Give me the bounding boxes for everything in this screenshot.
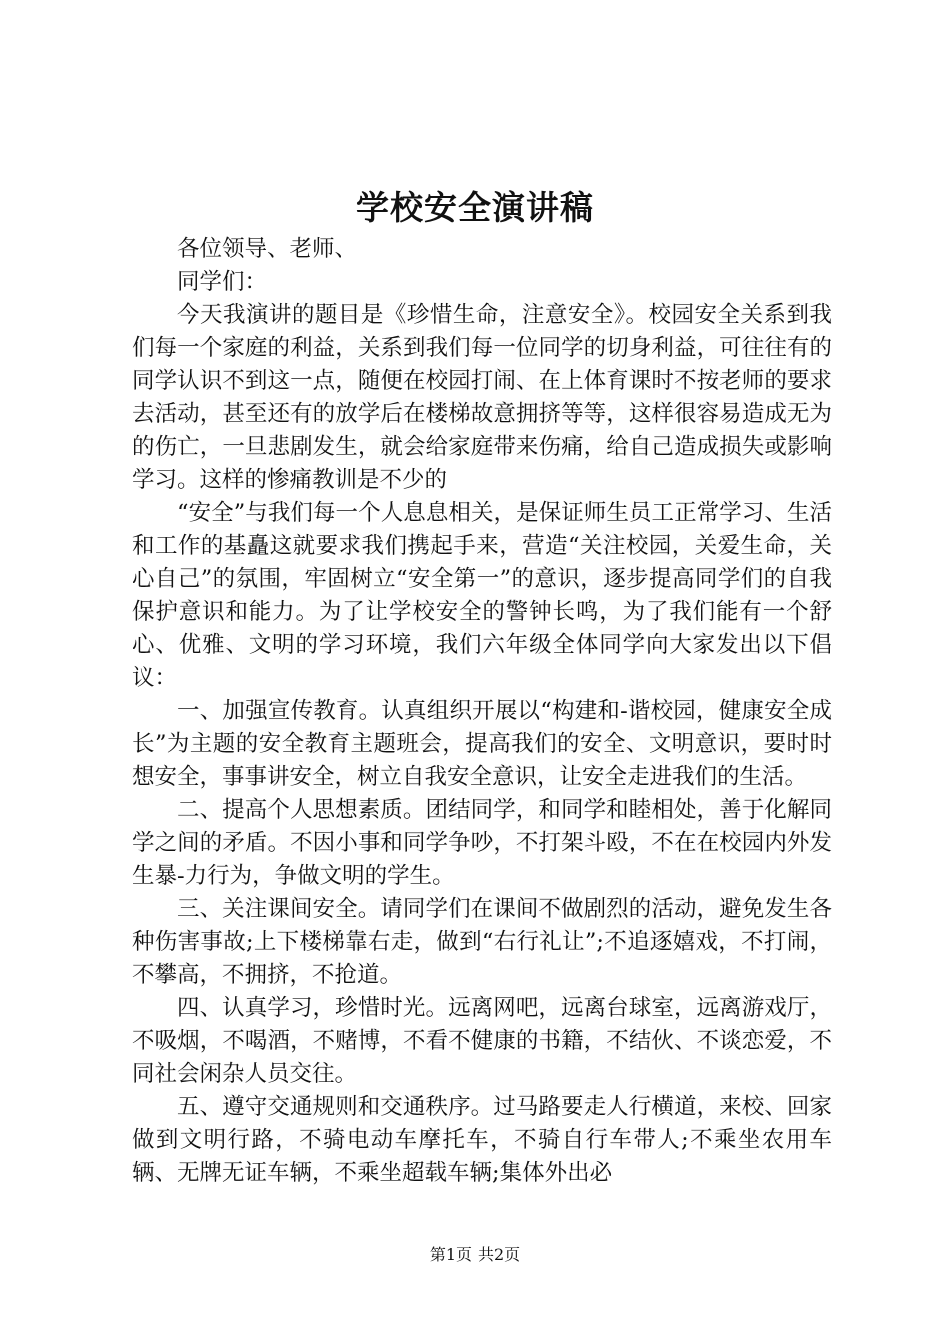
salutation-line: 同学们：	[177, 269, 268, 295]
body-paragraph: 今天我演讲的题目是《珍惜生命，注意安全》。校园安全关系到我们每一个家庭的利益，关系到我们每一位同学的切身利益，可往往有的同学认识不到这一点，随便在校园打闹、在上体育课时不按老师的要求去活动，甚至还有的放学后在楼梯故意拥挤等等，这样很容易造成无为的伤亡，一旦悲剧发生，就会给家庭带来伤痛，给自己造成损失或影响学习。这样的惨痛教训是不少的	[132, 302, 832, 493]
proposal-item-4: 四、认真学习，珍惜时光。远离网吧，远离台球室，远离游戏厅，不吸烟，不喝酒，不赌博，不看不健康的书籍，不结伙、不谈恋爱，不同社会闲杂人员交往。	[132, 995, 832, 1087]
document-title: 学校安全演讲稿	[356, 188, 594, 227]
salutation-line: 各位领导、老师、	[177, 236, 358, 262]
proposal-item-2: 二、提高个人思想素质。团结同学，和同学和睦相处，善于化解同学之间的矛盾。不因小事和同学争吵，不打架斗殴，不在在校园内外发生暴-力行为，争做文明的学生。	[132, 797, 832, 889]
proposal-item-1: 一、加强宣传教育。认真组织开展以“构建和-谐校园，健康安全成长”为主题的安全教育主题班会，提高我们的安全、文明意识，要时时想安全，事事讲安全，树立自我安全意识，让安全走进我们的生活。	[132, 698, 832, 790]
document-body	[132, 233, 832, 1190]
proposal-item-5: 五、遵守交通规则和交通秩序。过马路要走人行横道，来校、回家做到文明行路，不骑电动车摩托车，不骑自行车带人;不乘坐农用车辆、无牌无证车辆，不乘坐超载车辆;集体外出必	[132, 1094, 832, 1186]
body-paragraph: “安全”与我们每一个人息息相关，是保证师生员工正常学习、生活和工作的基矗这就要求我们携起手来，营造“关注校园，关爱生命，关心自己”的氛围，牢固树立“安全第一”的意识，逐步提高同学们的自我保护意识和能力。为了让学校安全的警钟长鸣，为了我们能有一个舒心、优雅、文明的学习环境，我们六年级全体同学向大家发出以下倡议：	[132, 500, 832, 691]
page-number: 第1页	[429, 1245, 472, 1264]
page-footer	[0, 1245, 950, 1265]
proposal-item-3: 三、关注课间安全。请同学们在课间不做剧烈的活动，避免发生各种伤害事故;上下楼梯靠右走，做到“右行礼让”;不追逐嬉戏，不打闹，不攀高，不拥挤，不抢道。	[132, 896, 832, 988]
page-total: 共2页	[478, 1245, 521, 1264]
